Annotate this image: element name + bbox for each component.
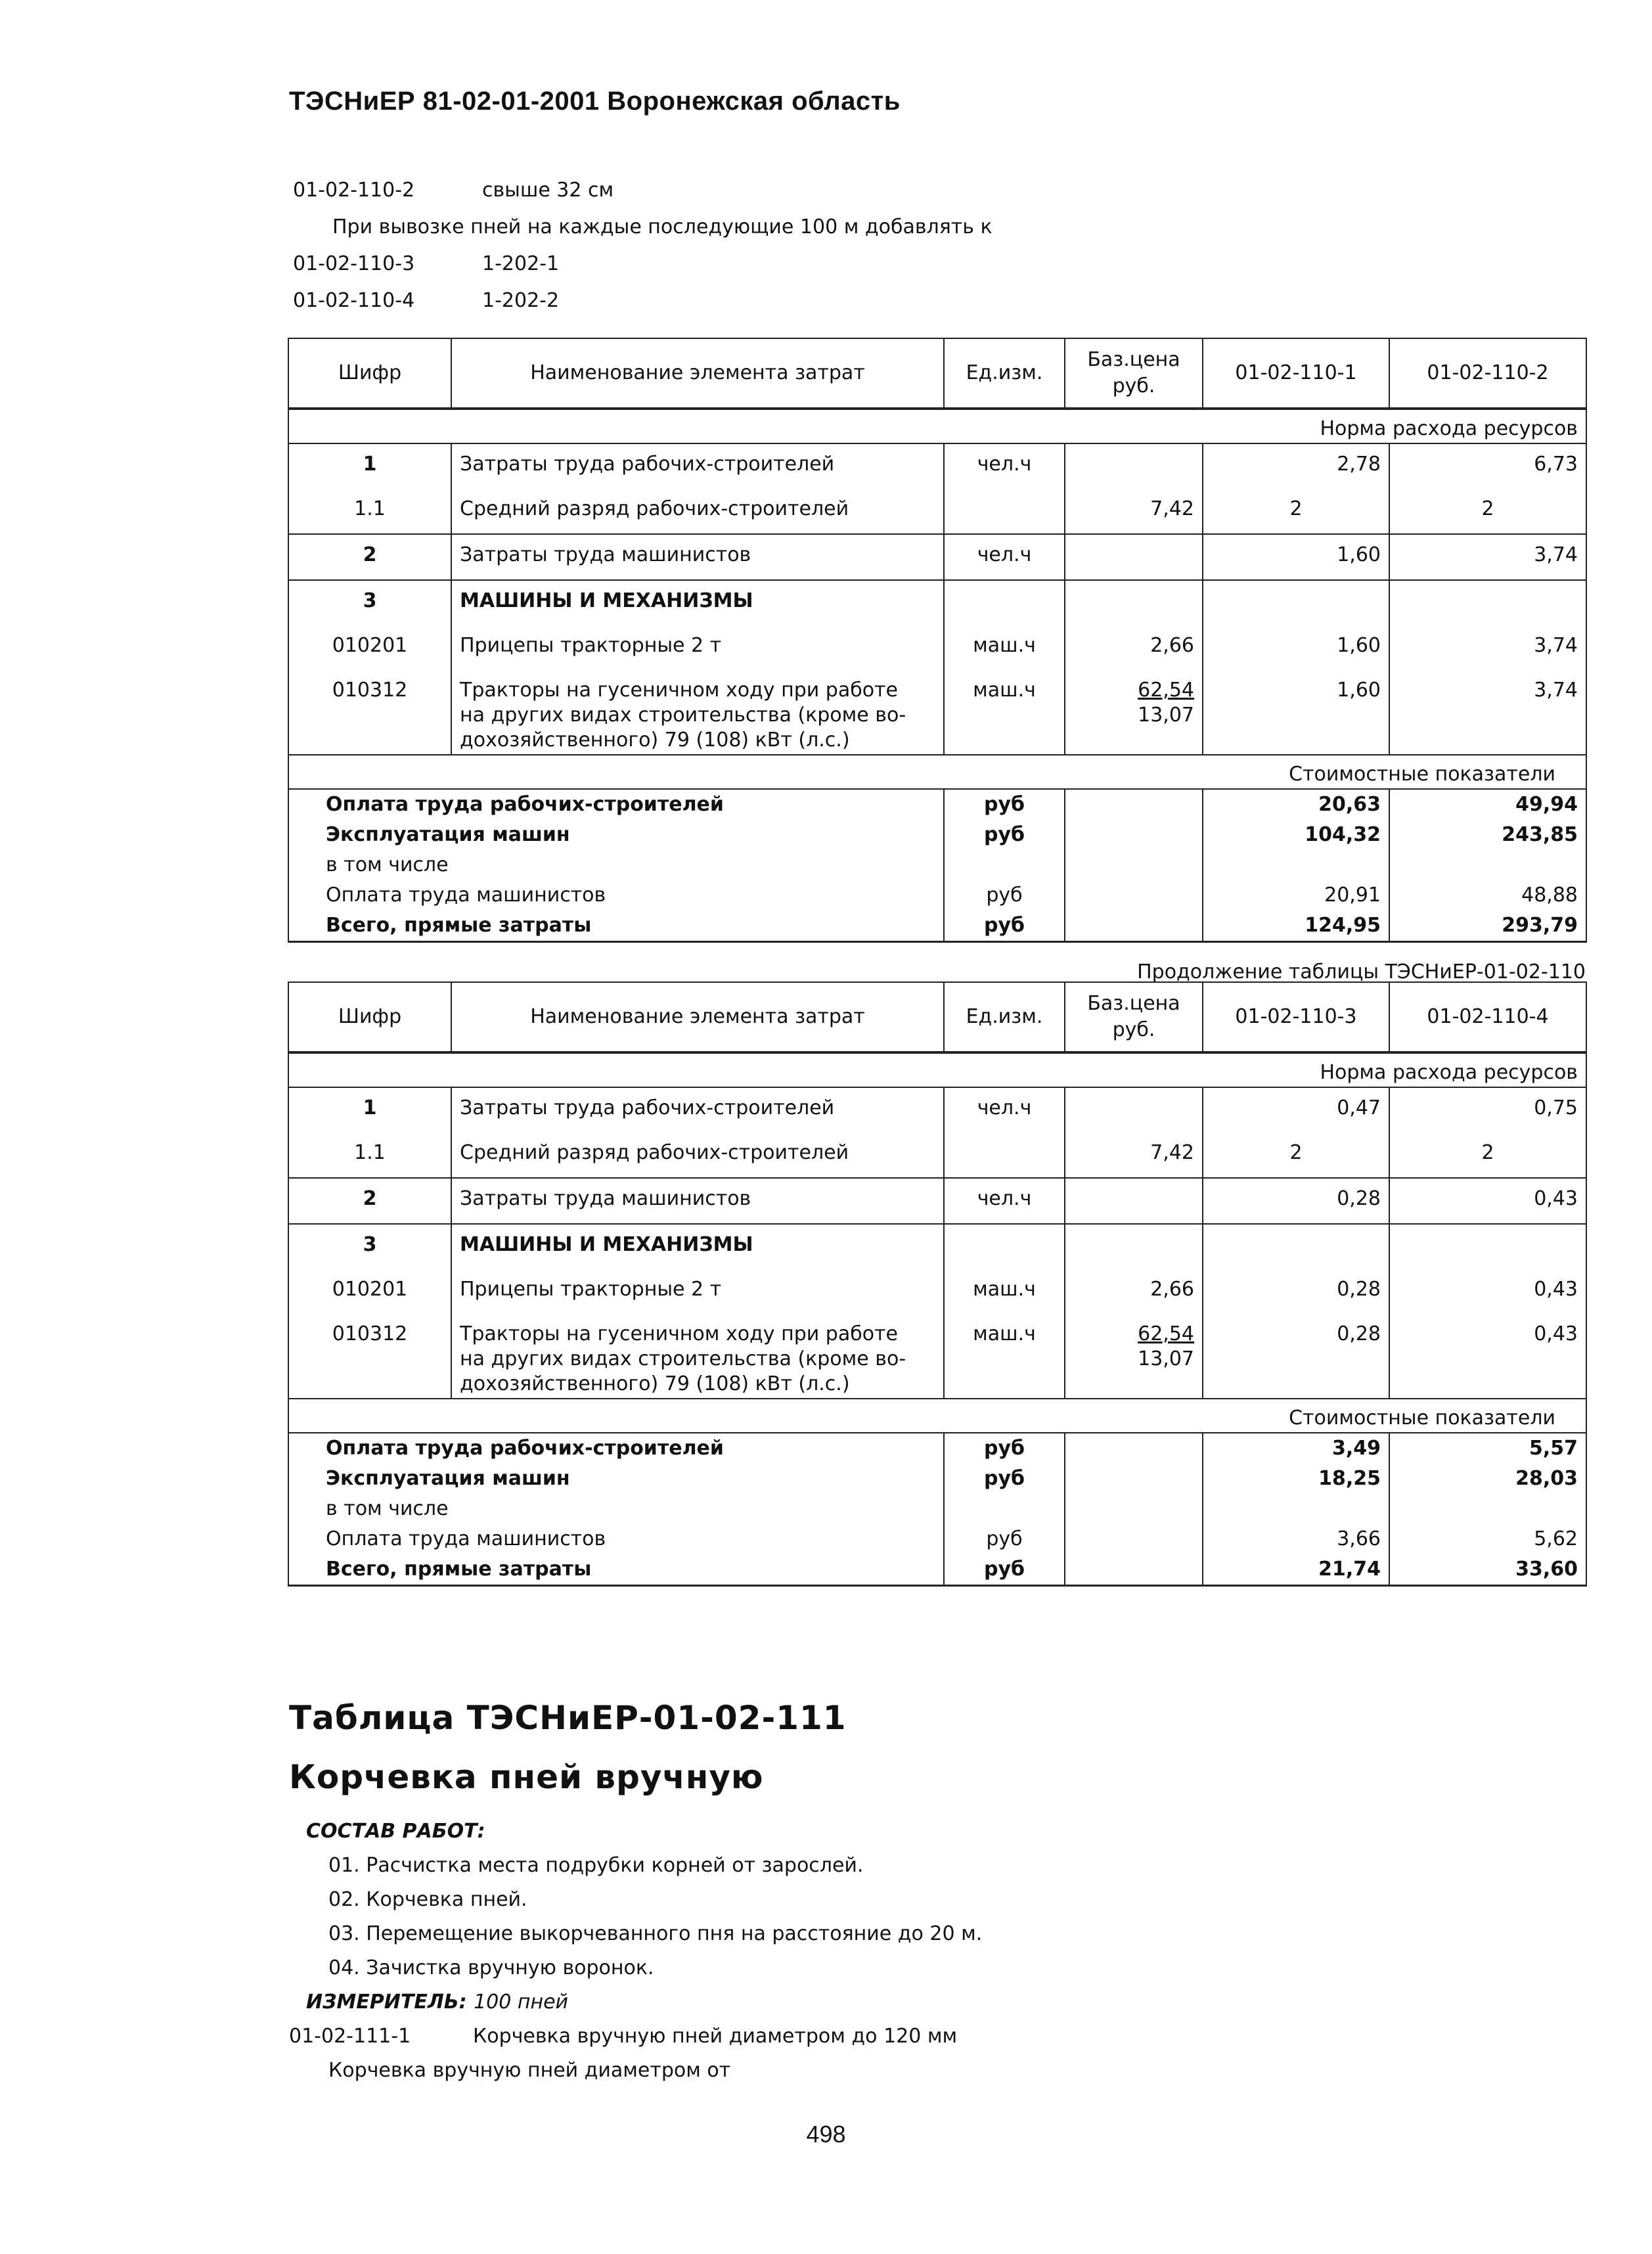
table-row [288,1133,1586,1178]
row-price-line: 13,07 [1138,1347,1194,1370]
row-code: 3 [288,580,451,625]
col-price-header-l1: Баз.цена [1087,348,1180,371]
measure-label: ИЗМЕРИТЕЛЬ: [306,1991,467,2014]
col-name-header: Наименование элемента затрат [451,338,944,409]
intro-block [293,172,993,319]
row-price: 7,42 [1065,1133,1203,1178]
work-item: 03. Перемещение выкорчеванного пня на расстояние до 20 м. [328,1922,983,1945]
row-value-b [1389,580,1586,625]
cost-value-a: 20,63 [1203,789,1389,820]
row-code: 010312 [288,670,451,755]
row-price [1065,1178,1203,1224]
row-code: 010201 [288,1269,451,1314]
cost-unit [944,1494,1065,1524]
col-b-header: 01-02-110-4 [1389,982,1586,1052]
row-price [1065,670,1203,755]
row-price [1065,1314,1203,1399]
row-code: 010312 [288,1314,451,1399]
row-unit [944,580,1065,625]
row-value-b: 0,43 [1389,1314,1586,1399]
cost-value-a: 18,25 [1203,1464,1389,1494]
row-name-line: Тракторы на гусеничном ходу при работе [460,679,898,702]
cost-price [1065,789,1203,820]
cost-name: Оплата труда рабочих-строителей [288,789,944,820]
table-row [288,1087,1586,1133]
measure-line [289,1985,982,2019]
row-value-a: 0,47 [1203,1087,1389,1133]
norm-item-text: Корчевка вручную пней диаметром до 120 мм [473,2025,958,2048]
row-unit: маш.ч [944,1314,1065,1399]
cost-price [1065,1433,1203,1464]
row-price [1065,534,1203,580]
row-price-line: 13,07 [1138,704,1194,727]
intro-code: 01-02-110-4 [293,289,415,312]
cost-name: Всего, прямые затраты [288,911,944,942]
row-code: 1 [288,443,451,489]
measure-value: 100 пней [474,1991,569,2014]
cost-row [288,1554,1586,1586]
cost-name: Эксплуатация машин [288,820,944,850]
cost-value-a: 104,32 [1203,820,1389,850]
row-unit: чел.ч [944,1178,1065,1224]
intro-code: 01-02-110-2 [293,179,415,202]
works-label: СОСТАВ РАБОТ: [306,1820,485,1843]
norm-table-1 [288,338,1587,943]
intro-line [293,172,993,209]
row-value-b: 6,73 [1389,443,1586,489]
row-name-line: дохозяйственного) 79 (108) кВт (л.с.) [460,1372,850,1395]
cost-row [288,1524,1586,1554]
cost-unit: руб [944,880,1065,911]
row-unit [944,1224,1065,1269]
intro-line [293,282,993,319]
cost-price [1065,880,1203,911]
row-name: Затраты труда машинистов [451,1178,944,1224]
row-value-a [1203,1224,1389,1269]
cost-section-row [288,1399,1586,1433]
cost-value-b: 5,57 [1389,1433,1586,1464]
row-name: МАШИНЫ И МЕХАНИЗМЫ [451,580,944,625]
col-price-header-l2: руб. [1112,1018,1155,1041]
row-code: 1.1 [288,1133,451,1178]
norm-tail: Корчевка вручную пней диаметром от [328,2059,731,2082]
cost-name: Всего, прямые затраты [288,1554,944,1586]
col-a-header: 01-02-110-3 [1203,982,1389,1052]
col-price-header [1065,338,1203,409]
cost-value-b: 48,88 [1389,880,1586,911]
row-code: 1.1 [288,489,451,534]
cost-unit: руб [944,1464,1065,1494]
col-code-header: Шифр [288,982,451,1052]
row-value-a: 1,60 [1203,670,1389,755]
row-unit: маш.ч [944,625,1065,670]
cost-name: Оплата труда рабочих-строителей [288,1433,944,1464]
row-unit [944,1133,1065,1178]
row-value-b: 2 [1389,489,1586,534]
row-unit: чел.ч [944,443,1065,489]
norm-item [289,2019,982,2054]
cost-unit: руб [944,1524,1065,1554]
row-price-line: 62,54 [1138,1322,1194,1345]
col-unit-header: Ед.изм. [944,338,1065,409]
table-row [288,534,1586,580]
cost-value-b: 33,60 [1389,1554,1586,1586]
table-header-row [288,982,1586,1052]
norm-section-label: Норма расхода ресурсов [288,1052,1586,1087]
table-row [288,489,1586,534]
cost-row [288,911,1586,942]
row-value-a: 0,28 [1203,1178,1389,1224]
work-item: 02. Корчевка пней. [328,1888,527,1911]
row-value-b: 3,74 [1389,625,1586,670]
cost-section-row [288,755,1586,789]
cost-row [288,880,1586,911]
norm-section-label: Норма расхода ресурсов [288,409,1586,443]
row-value-a: 1,60 [1203,534,1389,580]
cost-row [288,850,1586,880]
row-code: 2 [288,534,451,580]
row-value-a: 2 [1203,489,1389,534]
row-unit: чел.ч [944,1087,1065,1133]
cost-price [1065,1464,1203,1494]
row-value-b: 0,75 [1389,1087,1586,1133]
cost-value-b: 243,85 [1389,820,1586,850]
cost-row [288,820,1586,850]
col-code-header: Шифр [288,338,451,409]
section-title: Таблица ТЭСНиЕР-01-02-111 [289,1699,847,1737]
row-unit: маш.ч [944,1269,1065,1314]
row-price [1065,443,1203,489]
row-name: Средний разряд рабочих-строителей [451,1133,944,1178]
cost-row [288,789,1586,820]
table-continuation-note: Продолжение таблицы ТЭСНиЕР-01-02-110 [1137,960,1586,983]
norm-section-row [288,1052,1586,1087]
row-name: Прицепы тракторные 2 т [451,625,944,670]
works-block [289,1814,982,2088]
page-number: 498 [806,2121,846,2148]
intro-text: 1-202-1 [482,252,560,275]
row-code: 2 [288,1178,451,1224]
cost-value-b: 293,79 [1389,911,1586,942]
cost-value-b: 5,62 [1389,1524,1586,1554]
col-name-header: Наименование элемента затрат [451,982,944,1052]
cost-value-a: 21,74 [1203,1554,1389,1586]
col-price-header-l1: Баз.цена [1087,992,1180,1015]
row-name: Затраты труда рабочих-строителей [451,443,944,489]
table-row [288,1224,1586,1269]
table-row [288,625,1586,670]
row-value-a [1203,580,1389,625]
cost-unit: руб [944,1554,1065,1586]
cost-price [1065,911,1203,942]
row-price: 7,42 [1065,489,1203,534]
col-b-header: 01-02-110-2 [1389,338,1586,409]
cost-section-label: Стоимостные показатели [288,1399,1586,1433]
row-value-b: 3,74 [1389,534,1586,580]
row-code: 010201 [288,625,451,670]
row-name: Затраты труда рабочих-строителей [451,1087,944,1133]
table-row [288,443,1586,489]
cost-value-a: 3,49 [1203,1433,1389,1464]
row-value-a: 2 [1203,1133,1389,1178]
row-value-b: 0,43 [1389,1269,1586,1314]
cost-row [288,1433,1586,1464]
row-name-line: на других видах строительства (кроме во- [460,1347,906,1370]
cost-name: Эксплуатация машин [288,1464,944,1494]
cost-value-b: 49,94 [1389,789,1586,820]
row-value-a: 1,60 [1203,625,1389,670]
cost-unit: руб [944,1433,1065,1464]
intro-line [293,246,993,282]
intro-text: При вывозке пней на каждые последующие 100 м добавлять к [332,215,993,238]
table-row [288,670,1586,755]
work-item: 04. Зачистка вручную воронок. [328,1956,654,1979]
table-row [288,580,1586,625]
row-price-line: 62,54 [1138,679,1194,702]
col-unit-header: Ед.изм. [944,982,1065,1052]
work-item: 01. Расчистка места подрубки корней от зарослей. [328,1854,864,1877]
table-row [288,1178,1586,1224]
section-subtitle: Корчевка пней вручную [289,1758,764,1796]
cost-name: Оплата труда машинистов [288,1524,944,1554]
row-code: 1 [288,1087,451,1133]
row-name: Средний разряд рабочих-строителей [451,489,944,534]
cost-price [1065,850,1203,880]
row-value-b: 0,43 [1389,1178,1586,1224]
cost-value-b: 28,03 [1389,1464,1586,1494]
row-name-line: Тракторы на гусеничном ходу при работе [460,1322,898,1345]
intro-code: 01-02-110-3 [293,252,415,275]
row-unit: маш.ч [944,670,1065,755]
intro-line [293,209,993,246]
cost-row [288,1464,1586,1494]
cost-price [1065,1524,1203,1554]
cost-name: Оплата труда машинистов [288,880,944,911]
cost-price [1065,820,1203,850]
row-price [1065,1087,1203,1133]
cost-value-a [1203,1494,1389,1524]
row-price: 2,66 [1065,1269,1203,1314]
row-price [1065,1224,1203,1269]
cost-row [288,1494,1586,1524]
cost-value-a: 124,95 [1203,911,1389,942]
cost-name: в том числе [288,1494,944,1524]
intro-text: свыше 32 см [482,179,614,202]
row-unit [944,489,1065,534]
cost-value-b [1389,850,1586,880]
norm-table-2 [288,981,1587,1587]
row-unit: чел.ч [944,534,1065,580]
row-name-line: дохозяйственного) 79 (108) кВт (л.с.) [460,729,850,752]
cost-name: в том числе [288,850,944,880]
row-value-b: 2 [1389,1133,1586,1178]
row-value-a: 0,28 [1203,1269,1389,1314]
table-row [288,1314,1586,1399]
col-a-header: 01-02-110-1 [1203,338,1389,409]
cost-unit: руб [944,789,1065,820]
cost-price [1065,1494,1203,1524]
cost-value-a: 20,91 [1203,880,1389,911]
table-row [288,1269,1586,1314]
row-value-a: 0,28 [1203,1314,1389,1399]
row-value-a: 2,78 [1203,443,1389,489]
col-price-header [1065,982,1203,1052]
cost-value-b [1389,1494,1586,1524]
norm-item-code: 01-02-111-1 [289,2025,411,2048]
table-header-row [288,338,1586,409]
page-header: ТЭСНиЕР 81-02-01-2001 Воронежская область [289,87,901,116]
row-value-b: 3,74 [1389,670,1586,755]
row-name: Затраты труда машинистов [451,534,944,580]
row-name [451,1314,944,1399]
row-name [451,670,944,755]
cost-section-label: Стоимостные показатели [288,755,1586,789]
row-code: 3 [288,1224,451,1269]
cost-unit: руб [944,911,1065,942]
cost-value-a [1203,850,1389,880]
row-value-b [1389,1224,1586,1269]
cost-unit [944,850,1065,880]
row-price [1065,580,1203,625]
row-price: 2,66 [1065,625,1203,670]
cost-price [1065,1554,1203,1586]
row-name-line: на других видах строительства (кроме во- [460,704,906,727]
norm-section-row [288,409,1586,443]
row-name: МАШИНЫ И МЕХАНИЗМЫ [451,1224,944,1269]
cost-unit: руб [944,820,1065,850]
row-name: Прицепы тракторные 2 т [451,1269,944,1314]
intro-text: 1-202-2 [482,289,560,312]
cost-value-a: 3,66 [1203,1524,1389,1554]
col-price-header-l2: руб. [1112,374,1155,397]
